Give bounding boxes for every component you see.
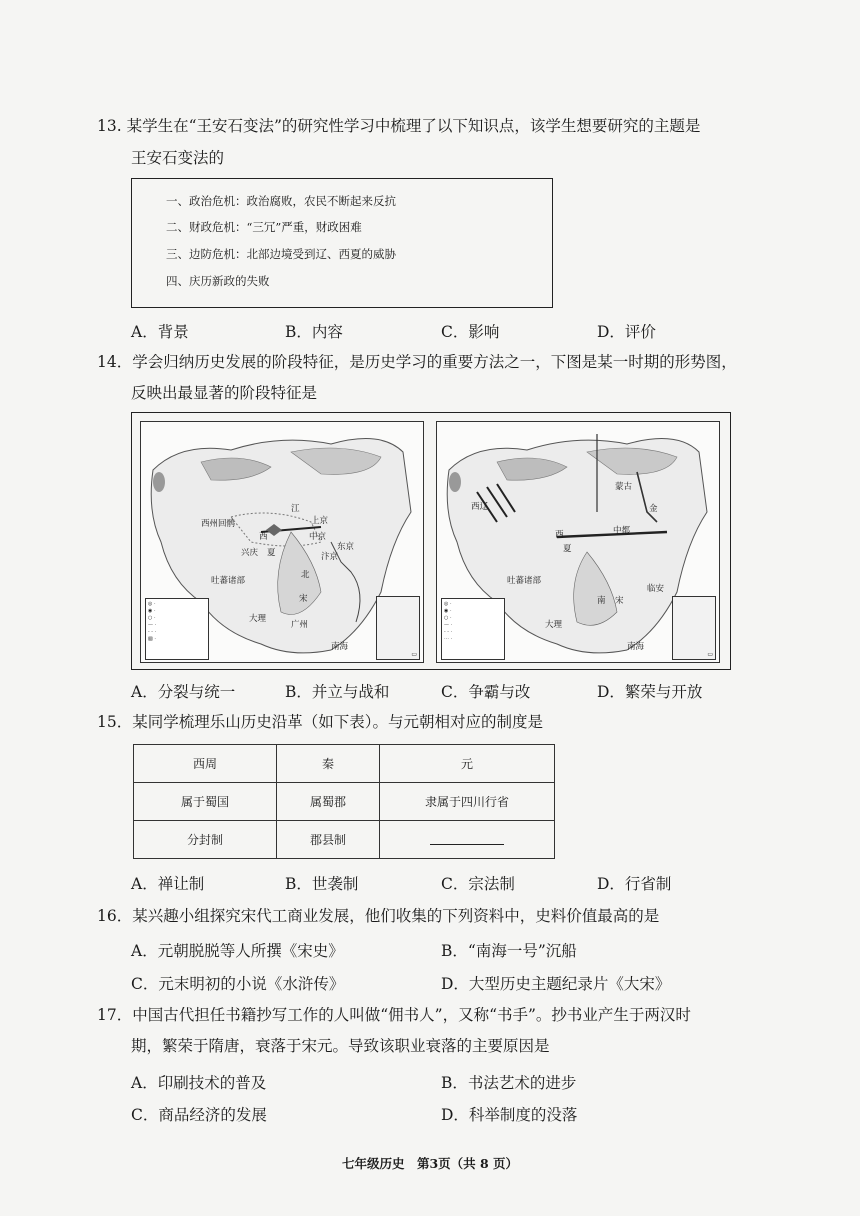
- map-label: 夏: [267, 548, 276, 558]
- map-label: 金: [649, 504, 658, 514]
- map-label: 兴庆: [241, 548, 259, 558]
- table-header-cell: 元: [380, 745, 555, 783]
- map-label: 上京: [311, 516, 329, 526]
- map-label: 中京: [309, 532, 327, 542]
- q13-option-d: D．评价: [597, 323, 656, 341]
- map-label: 吐蕃诸部: [507, 576, 542, 586]
- q13-box-line: 三、边防危机：北部边境受到辽、西夏的威胁: [166, 247, 396, 261]
- q13-option-c: C．影响: [441, 323, 500, 341]
- right-historical-map: [436, 421, 720, 663]
- map-label: 南海: [627, 642, 645, 652]
- south-sea-inset: ▭: [376, 596, 420, 660]
- table-cell: 属于蜀国: [134, 783, 277, 821]
- q13-option-a: A．背景: [131, 323, 189, 341]
- q13-stem-line2: 王安石变法的: [131, 149, 225, 167]
- q17-option-a: A．印刷技术的普及: [131, 1074, 267, 1092]
- q16-stem: 16．某兴趣小组探究宋代工商业发展，他们收集的下列资料中，史料价值最高的是: [97, 907, 660, 925]
- q14-stem-line1: 14．学会归纳历史发展的阶段特征，是历史学习的重要方法之一，下图是某一时期的形势图，: [97, 353, 737, 371]
- map-label: 西: [555, 530, 564, 540]
- table-cell: 属蜀郡: [277, 783, 380, 821]
- map-label: 西: [259, 532, 268, 542]
- q17-option-d: D．科举制度的没落: [441, 1106, 578, 1124]
- map-label: 夏: [563, 544, 572, 554]
- q15-option-d: D．行省制: [597, 875, 672, 893]
- q13-box-line: 二、财政危机：“三冗”严重，财政困难: [166, 220, 362, 234]
- q14-option-c: C．争霸与改: [441, 683, 531, 701]
- table-header-cell: 西周: [134, 745, 277, 783]
- map-label: 汴京: [321, 552, 339, 562]
- map-label: 大理: [545, 620, 563, 630]
- map-label: 西辽: [471, 502, 489, 512]
- map-label: 广州: [291, 620, 309, 630]
- page-footer: 七年级历史 第3页（共 8 页）: [341, 1156, 519, 1171]
- q13-knowledge-box: [131, 178, 553, 308]
- table-header-cell: 秦: [277, 745, 380, 783]
- map-label: 东京: [337, 542, 355, 552]
- map-label: 蒙古: [615, 482, 633, 492]
- q13-box-line: 四、庆历新政的失败: [166, 274, 270, 288]
- q13-option-b: B．内容: [285, 323, 343, 341]
- q17-stem-line1: 17．中国古代担任书籍抄写工作的人叫做“佣书人”，又称“书手”。抄书业产生于两汉时: [97, 1006, 691, 1024]
- table-cell: 郡县制: [277, 821, 380, 859]
- map-label: 中都: [613, 526, 631, 536]
- map-label: 江: [291, 504, 300, 514]
- south-sea-inset: ▭: [672, 596, 716, 660]
- map-label: 宋: [615, 596, 624, 606]
- q14-map-frame: [131, 412, 731, 670]
- map-legend: ◎ · ◉ · ○ · — · - - · ⋯ ·: [441, 598, 505, 660]
- table-cell: 分封制: [134, 821, 277, 859]
- q15-stem: 15．某同学梳理乐山历史沿革（如下表）。与元朝相对应的制度是: [97, 713, 543, 731]
- q14-stem-line2: 反映出最显著的阶段特征是: [131, 384, 318, 402]
- q13-box-line: 一、政治危机：政治腐败，农民不断起来反抗: [166, 194, 396, 208]
- q14-option-b: B．并立与战和: [285, 683, 390, 701]
- map-label: 西州回鹘: [201, 519, 236, 529]
- q15-history-table: [133, 744, 555, 859]
- map-label: 南: [597, 596, 606, 606]
- q16-option-a: A．元朝脱脱等人所撰《宋史》: [131, 942, 344, 960]
- q13-stem-line1: 13. 某学生在“王安石变法”的研究性学习中梳理了以下知识点，该学生想要研究的主题是: [97, 117, 701, 135]
- map-label: 吐蕃诸部: [211, 576, 246, 586]
- blank-answer-cell: [380, 821, 555, 859]
- q14-option-a: A．分裂与统一: [131, 683, 236, 701]
- q16-option-d: D．大型历史主题纪录片《大宋》: [441, 975, 671, 993]
- map-label: 大理: [249, 614, 267, 624]
- q17-stem-line2: 期，繁荣于隋唐，衰落于宋元。导致该职业衰落的主要原因是: [131, 1037, 550, 1055]
- q15-option-a: A．禅让制: [131, 875, 205, 893]
- map-label: 临安: [647, 584, 665, 594]
- q15-option-c: C．宗法制: [441, 875, 515, 893]
- q17-option-c: C．商品经济的发展: [131, 1106, 267, 1124]
- q16-option-c: C．元末明初的小说《水浒传》: [131, 975, 345, 993]
- map-label: 北: [301, 570, 310, 580]
- left-historical-map: [140, 421, 424, 663]
- q16-option-b: B．“南海一号”沉船: [441, 942, 577, 960]
- table-cell: 隶属于四川行省: [380, 783, 555, 821]
- q15-option-b: B．世袭制: [285, 875, 359, 893]
- map-label: 南海: [331, 642, 349, 652]
- map-legend: ◎ · ◉ · ○ · — · - - · ▧ ·: [145, 598, 209, 660]
- q14-option-d: D．繁荣与开放: [597, 683, 703, 701]
- q17-option-b: B．书法艺术的进步: [441, 1074, 577, 1092]
- map-label: 宋: [299, 594, 308, 604]
